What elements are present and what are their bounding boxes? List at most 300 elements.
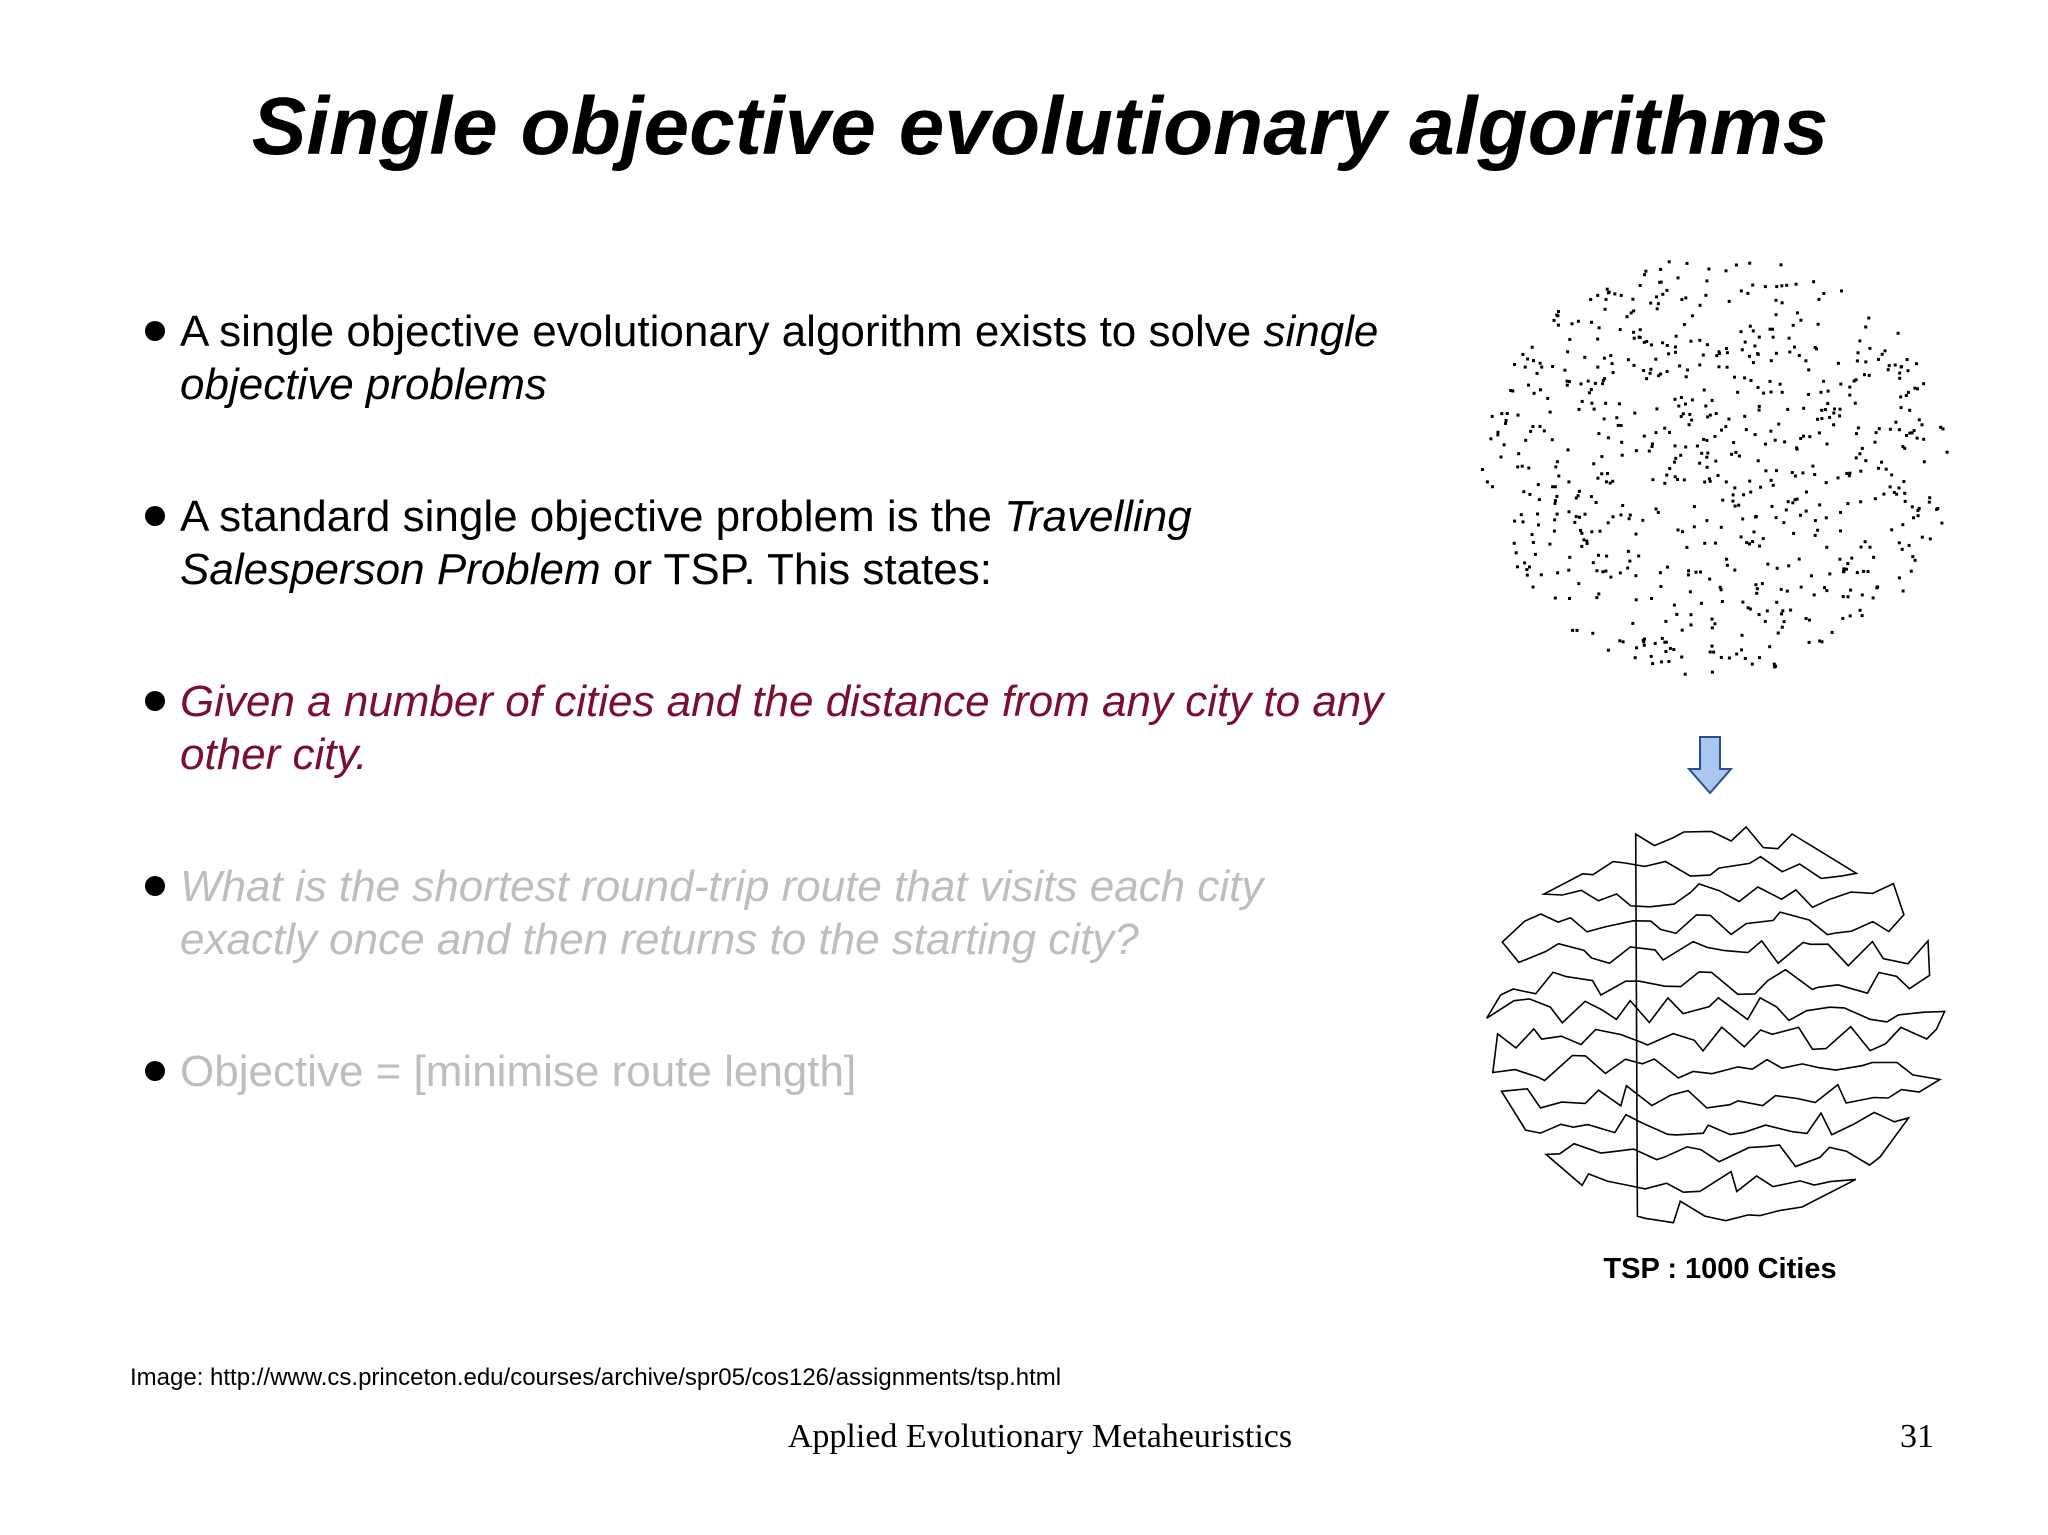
city-point: [1842, 570, 1845, 573]
city-point: [1816, 529, 1819, 532]
city-point: [1532, 359, 1535, 362]
city-point: [1534, 553, 1537, 556]
city-point: [1744, 657, 1747, 660]
city-point: [1587, 380, 1590, 383]
city-point: [1651, 478, 1654, 481]
city-point: [1781, 391, 1784, 394]
city-point: [1706, 452, 1709, 455]
city-point: [1858, 339, 1861, 342]
city-point: [1741, 634, 1744, 637]
city-point: [1568, 338, 1571, 341]
city-point: [1619, 328, 1622, 331]
city-point: [1808, 641, 1811, 644]
city-point: [1781, 301, 1784, 304]
city-point: [1840, 289, 1843, 292]
city-point: [1609, 354, 1612, 357]
city-point: [1818, 503, 1821, 506]
city-point: [1655, 407, 1658, 410]
city-point: [1695, 571, 1698, 574]
city-point: [1551, 485, 1554, 488]
city-point: [1618, 639, 1621, 642]
city-point: [1748, 262, 1751, 265]
city-point: [1772, 336, 1775, 339]
city-point: [1520, 513, 1523, 516]
city-point: [1635, 598, 1638, 601]
city-point: [1539, 362, 1542, 365]
city-point: [1740, 289, 1743, 292]
city-point: [1898, 428, 1901, 431]
city-point: [1709, 651, 1712, 654]
city-point: [1753, 530, 1756, 533]
city-point: [1579, 529, 1582, 532]
bullet-5-text: Objective = [minimise route length]: [180, 1047, 857, 1096]
city-point: [1749, 325, 1752, 328]
tsp-figure: [1470, 240, 1970, 1320]
city-point: [1725, 269, 1728, 272]
city-point: [1785, 508, 1788, 511]
city-point: [1838, 558, 1841, 561]
city-point: [1874, 441, 1877, 444]
city-point: [1580, 545, 1583, 548]
city-point: [1872, 596, 1875, 599]
city-point: [1864, 360, 1867, 363]
city-point: [1659, 268, 1662, 271]
city-point: [1527, 467, 1530, 470]
city-point: [1706, 343, 1709, 346]
city-point: [1792, 532, 1795, 535]
city-point: [1538, 498, 1541, 501]
city-point: [1554, 465, 1557, 468]
bullet-dot: [145, 876, 165, 896]
city-point: [1537, 483, 1540, 486]
city-point: [1643, 435, 1646, 438]
city-point: [1773, 666, 1776, 669]
city-point: [1764, 469, 1767, 472]
city-point: [1753, 345, 1756, 348]
city-point: [1668, 467, 1671, 470]
city-point: [1789, 609, 1792, 612]
city-point: [1736, 391, 1739, 394]
city-point: [1758, 656, 1761, 659]
city-point: [1791, 501, 1794, 504]
city-point: [1754, 583, 1757, 586]
city-point: [1603, 357, 1606, 360]
city-point: [1620, 294, 1623, 297]
city-point: [1918, 507, 1921, 510]
city-point: [1902, 590, 1905, 593]
city-point: [1655, 295, 1658, 298]
city-point: [1687, 569, 1690, 572]
city-point: [1666, 566, 1669, 569]
city-point: [1644, 270, 1647, 273]
city-point: [1707, 268, 1710, 271]
city-point: [1817, 323, 1820, 326]
city-point: [1733, 376, 1736, 379]
city-point: [1690, 419, 1693, 422]
city-point: [1946, 451, 1949, 454]
city-point: [1743, 376, 1746, 379]
city-point: [1711, 671, 1714, 674]
city-point: [1814, 519, 1817, 522]
city-point: [1515, 551, 1518, 554]
city-point: [1573, 521, 1576, 524]
city-point: [1825, 481, 1828, 484]
city-point: [1775, 601, 1778, 604]
city-point: [1620, 424, 1623, 427]
city-point: [1846, 562, 1849, 565]
city-point: [1688, 423, 1691, 426]
city-point: [1571, 322, 1574, 325]
city-point: [1813, 473, 1816, 476]
city-point: [1730, 453, 1733, 456]
city-point: [1881, 353, 1884, 356]
city-point: [1775, 299, 1778, 302]
bullet-1: [145, 305, 1405, 490]
city-point: [1826, 443, 1829, 446]
city-point: [1781, 609, 1784, 612]
city-point: [1726, 366, 1729, 369]
city-point: [1731, 500, 1734, 503]
city-point: [1720, 656, 1723, 659]
city-point: [1696, 445, 1699, 448]
city-point: [1939, 426, 1942, 429]
city-point: [1859, 470, 1862, 473]
city-point: [1744, 341, 1747, 344]
city-point: [1595, 569, 1598, 572]
city-point: [1642, 640, 1645, 643]
city-point: [1594, 382, 1597, 385]
city-point: [1596, 338, 1599, 341]
city-point: [1557, 324, 1560, 327]
city-point: [1603, 417, 1606, 420]
city-point: [1895, 493, 1898, 496]
city-point: [1657, 302, 1660, 305]
city-point: [1845, 568, 1848, 571]
city-point: [1705, 519, 1708, 522]
city-point: [1898, 377, 1901, 380]
city-point: [1894, 421, 1897, 424]
city-point: [1781, 626, 1784, 629]
city-point: [1802, 407, 1805, 410]
city-point: [1635, 646, 1638, 649]
city-point: [1775, 285, 1778, 288]
city-point: [1775, 313, 1778, 316]
city-point: [1706, 466, 1709, 469]
city-point: [1755, 592, 1758, 595]
city-point: [1668, 260, 1671, 263]
city-point: [1680, 396, 1683, 399]
city-point: [1531, 533, 1534, 536]
city-point: [1748, 542, 1751, 545]
city-point: [1678, 364, 1681, 367]
city-point: [1580, 382, 1583, 385]
city-point: [1531, 425, 1534, 428]
city-point: [1619, 571, 1622, 574]
city-point: [1761, 582, 1764, 585]
city-point: [1798, 354, 1801, 357]
city-point: [1791, 471, 1794, 474]
city-point: [1908, 409, 1911, 412]
city-point: [1649, 372, 1652, 375]
city-point: [1758, 336, 1761, 339]
city-point: [1650, 655, 1653, 658]
city-point: [1683, 323, 1686, 326]
city-point: [1725, 480, 1728, 483]
city-point: [1764, 285, 1767, 288]
city-point: [1756, 587, 1759, 590]
city-point: [1874, 497, 1877, 500]
city-point: [1668, 431, 1671, 434]
city-point: [1764, 443, 1767, 446]
city-point: [1643, 341, 1646, 344]
city-point: [1848, 394, 1851, 397]
city-point: [1820, 391, 1823, 394]
city-point: [1889, 428, 1892, 431]
city-point: [1522, 520, 1525, 523]
city-point: [1532, 586, 1535, 589]
city-point: [1554, 597, 1557, 600]
city-point: [1602, 379, 1605, 382]
city-point: [1814, 346, 1817, 349]
city-point: [1529, 430, 1532, 433]
city-point: [1733, 486, 1736, 489]
bullet-4: [145, 860, 1405, 1045]
city-point: [1481, 468, 1484, 471]
city-point: [1864, 459, 1867, 462]
city-point: [1526, 358, 1529, 361]
city-point: [1705, 456, 1708, 459]
city-point: [1605, 480, 1608, 483]
image-source: Image: http://www.cs.princeton.edu/courses/archive/spr05/cos126/assignments/tsp.html: [130, 1364, 1062, 1391]
city-point: [1867, 317, 1870, 320]
city-point: [1911, 555, 1914, 558]
city-point: [1837, 362, 1840, 365]
city-point: [1864, 326, 1867, 329]
city-point: [1607, 436, 1610, 439]
city-point: [1643, 638, 1646, 641]
city-point: [1698, 462, 1701, 465]
city-point: [1650, 597, 1653, 600]
city-point: [1690, 613, 1693, 616]
city-point: [1555, 495, 1558, 498]
city-point: [1621, 504, 1624, 507]
city-point: [1551, 438, 1554, 441]
city-point: [1605, 298, 1608, 301]
city-point: [1679, 454, 1682, 457]
city-point: [1890, 473, 1893, 476]
city-point: [1664, 650, 1667, 653]
city-point: [1667, 352, 1670, 355]
city-point: [1905, 394, 1908, 397]
city-point: [1516, 465, 1519, 468]
city-point: [1674, 351, 1677, 354]
bullet-dot: [145, 1061, 165, 1081]
city-point: [1513, 542, 1516, 545]
city-point: [1556, 460, 1559, 463]
city-point: [1680, 415, 1683, 418]
city-point: [1674, 398, 1677, 401]
city-point: [1674, 444, 1677, 447]
city-point: [1903, 492, 1906, 495]
city-point: [1856, 571, 1859, 574]
city-point: [1713, 622, 1716, 625]
city-point: [1827, 390, 1830, 393]
city-point: [1907, 391, 1910, 394]
city-point: [1715, 412, 1718, 415]
city-point: [1634, 656, 1637, 659]
city-point: [1536, 372, 1539, 375]
city-point: [1885, 468, 1888, 471]
city-point: [1810, 574, 1813, 577]
city-point: [1669, 647, 1672, 650]
city-point: [1654, 642, 1657, 645]
city-point: [1758, 613, 1761, 616]
city-point: [1684, 296, 1687, 299]
city-point: [1929, 537, 1932, 540]
city-point: [1787, 500, 1790, 503]
city-point: [1721, 600, 1724, 603]
city-point: [1554, 485, 1557, 488]
city-point: [1709, 414, 1712, 417]
city-point: [1923, 460, 1926, 463]
city-point: [1517, 414, 1520, 417]
city-point: [1837, 476, 1840, 479]
city-point: [1800, 586, 1803, 589]
city-point: [1554, 499, 1557, 502]
city-point: [1725, 347, 1728, 350]
bullet-dot: [145, 506, 165, 526]
city-point: [1666, 344, 1669, 347]
city-point: [1583, 356, 1586, 359]
city-point: [1609, 576, 1612, 579]
city-point: [1553, 530, 1556, 533]
city-point: [1850, 557, 1853, 560]
city-point: [1677, 276, 1680, 279]
city-point: [1900, 406, 1903, 409]
city-point: [1762, 392, 1765, 395]
city-point: [1686, 262, 1689, 265]
city-point: [1590, 495, 1593, 498]
city-point: [1823, 586, 1826, 589]
city-point: [1832, 423, 1835, 426]
city-point: [1842, 567, 1845, 570]
city-point: [1771, 505, 1774, 508]
city-point: [1553, 518, 1556, 521]
city-point: [1703, 542, 1706, 545]
city-point: [1711, 626, 1714, 629]
city-point: [1786, 590, 1789, 593]
city-point: [1780, 263, 1783, 266]
city-point: [1766, 609, 1769, 612]
city-point: [1824, 408, 1827, 411]
city-point: [1889, 485, 1892, 488]
city-point: [1539, 425, 1542, 428]
city-point: [1633, 412, 1636, 415]
city-point: [1601, 382, 1604, 385]
city-point: [1787, 564, 1790, 567]
city-point: [1828, 416, 1831, 419]
city-point: [1818, 298, 1821, 301]
city-point: [1746, 292, 1749, 295]
city-point: [1489, 437, 1492, 440]
city-point: [1524, 366, 1527, 369]
city-point: [1794, 475, 1797, 478]
city-point: [1847, 595, 1850, 598]
city-point: [1780, 588, 1783, 591]
city-point: [1698, 339, 1701, 342]
city-point: [1590, 530, 1593, 533]
city-point: [1752, 329, 1755, 332]
city-point: [1793, 346, 1796, 349]
city-point: [1867, 570, 1870, 573]
city-point: [1745, 428, 1748, 431]
city-point: [1676, 478, 1679, 481]
city-point: [1691, 398, 1694, 401]
city-point: [1940, 522, 1943, 525]
city-point: [1685, 546, 1688, 549]
city-point: [1825, 589, 1828, 592]
city-point: [1673, 461, 1676, 464]
bullet-1-text-a: A single objective evolutionary algorithm exists to solve: [180, 307, 1264, 356]
city-point: [1770, 391, 1773, 394]
city-point: [1528, 566, 1531, 569]
city-point: [1898, 487, 1901, 490]
city-point: [1596, 366, 1599, 369]
city-point: [1637, 555, 1640, 558]
city-point: [1660, 281, 1663, 284]
city-point: [1741, 348, 1744, 351]
city-point: [1899, 395, 1902, 398]
city-point: [1757, 386, 1760, 389]
city-point: [1590, 388, 1593, 391]
city-point: [1762, 537, 1765, 540]
city-point: [1612, 515, 1615, 518]
city-point: [1527, 384, 1530, 387]
city-point: [1706, 415, 1709, 418]
city-point: [1513, 363, 1516, 366]
city-point: [1674, 475, 1677, 478]
tour-route-line: [1487, 827, 1945, 1223]
city-point: [1590, 402, 1593, 405]
city-point: [1659, 373, 1662, 376]
city-point: [1703, 389, 1706, 392]
city-point: [1648, 450, 1651, 453]
city-point: [1711, 618, 1714, 621]
city-point: [1804, 359, 1807, 362]
city-point: [1592, 462, 1595, 465]
city-point: [1795, 283, 1798, 286]
city-point: [1912, 516, 1915, 519]
city-point: [1506, 412, 1509, 415]
city-point: [1708, 477, 1711, 480]
city-point: [1812, 280, 1815, 283]
city-point: [1848, 474, 1851, 477]
city-point: [1832, 412, 1835, 415]
city-point: [1907, 369, 1910, 372]
city-point: [1563, 369, 1566, 372]
city-point: [1571, 629, 1574, 632]
bullet-2-text-c: or TSP. This states:: [600, 545, 992, 594]
city-point: [1621, 454, 1624, 457]
city-point: [1771, 328, 1774, 331]
city-point: [1805, 510, 1808, 513]
city-point: [1743, 415, 1746, 418]
city-point: [1659, 571, 1662, 574]
bullet-2-text-a: A standard single objective problem is the: [180, 492, 1005, 541]
city-point: [1604, 308, 1607, 311]
city-point: [1592, 561, 1595, 564]
city-point: [1628, 517, 1631, 520]
